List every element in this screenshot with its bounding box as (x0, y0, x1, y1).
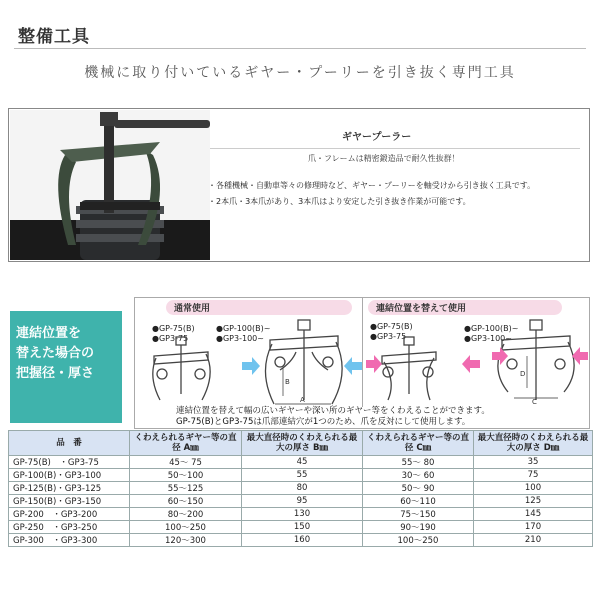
dimension-c-label: C (532, 398, 537, 406)
feature-list (208, 178, 535, 210)
header-thickness-b: 最大直径時のくわえられる最大の厚さ B㎜ (242, 431, 363, 456)
value-cell: 160 (242, 534, 363, 547)
value-cell: 130 (242, 508, 363, 521)
value-cell: 120～300 (130, 534, 242, 547)
value-cell: 100 (474, 482, 593, 495)
table-row (9, 521, 593, 534)
usage-note: 連結位置を替えて幅の広いギヤーや深い所のギヤー等をくわえることができます。 GP-75(B)とGP3-75は爪部連結穴が1つのため、爪を反対にして使用します。 (176, 406, 490, 427)
title-divider (14, 48, 586, 49)
table-header-row (9, 431, 593, 456)
model-cell: GP-250 ・GP3-250 (9, 521, 130, 534)
value-cell: 50～100 (130, 469, 242, 482)
alt-models-small: ●GP-75(B) ●GP3-75 (370, 322, 413, 341)
value-cell: 150 (242, 521, 363, 534)
value-cell: 210 (474, 534, 593, 547)
value-cell: 80 (242, 482, 363, 495)
table-row (9, 495, 593, 508)
value-cell: 50～ 90 (363, 482, 474, 495)
table-row (9, 534, 593, 547)
model-cell: GP-100(B)・GP3-100 (9, 469, 130, 482)
value-cell: 55～125 (130, 482, 242, 495)
arrow-left-icon (344, 357, 362, 375)
alt-use-label: 連結位置を替えて使用 (368, 300, 562, 315)
arrow-right-icon (366, 355, 382, 373)
gear-puller-photo (10, 110, 210, 260)
dimension-b-label: B (285, 378, 290, 386)
normal-use-label: 通常使用 (166, 300, 352, 315)
value-cell: 55～ 80 (363, 456, 474, 469)
normal-models-small: ●GP-75(B) ●GP3-75 (152, 324, 195, 343)
value-cell: 45～ 75 (130, 456, 242, 469)
alt-use-diagram (364, 312, 590, 407)
value-cell: 100～250 (363, 534, 474, 547)
model-cell: GP-300 ・GP3-300 (9, 534, 130, 547)
value-cell: 75 (474, 469, 593, 482)
arrow-right-icon (242, 357, 260, 375)
value-cell: 60～150 (130, 495, 242, 508)
model-cell: GP-200 ・GP3-200 (9, 508, 130, 521)
value-cell: 60～110 (363, 495, 474, 508)
value-cell: 30～ 60 (363, 469, 474, 482)
normal-use-diagram (140, 312, 362, 407)
value-cell: 90～190 (363, 521, 474, 534)
arrow-left-icon (462, 355, 480, 373)
dimension-d-label: D (520, 370, 526, 378)
header-diameter-c: くわえられるギヤー等の直径 C㎜ (363, 431, 474, 456)
page-subtitle: 機械に取り付いているギヤー・プーリーを引き抜く専門工具 (84, 65, 516, 81)
model-cell: GP-150(B)・GP3-150 (9, 495, 130, 508)
model-cell: GP-125(B)・GP3-125 (9, 482, 130, 495)
feature-item: ・ 各種機械・自動車等々の修理時など、ギヤー・プーリーを軸受けから引き抜く工具です。 (208, 178, 535, 194)
page-title: 整備工具 (18, 27, 90, 47)
value-cell: 45 (242, 456, 363, 469)
value-cell: 100～250 (130, 521, 242, 534)
value-cell: 55 (242, 469, 363, 482)
header-diameter-a: くわえられるギヤー等の直径 A㎜ (130, 431, 242, 456)
usage-divider (362, 297, 363, 407)
feature-item: ・ 2本爪・3本爪があり、3本爪はより安定した引き抜き作業が可能です。 (208, 194, 535, 210)
table-row (9, 508, 593, 521)
header-thickness-d: 最大直径時のくわえられる最大の厚さ D㎜ (474, 431, 593, 456)
value-cell: 75～150 (363, 508, 474, 521)
alt-models-large: ●GP-100(B)~ ●GP3-100~ (464, 324, 519, 343)
value-cell: 170 (474, 521, 593, 534)
value-cell: 35 (474, 456, 593, 469)
value-cell: 95 (242, 495, 363, 508)
product-divider (210, 148, 580, 149)
table-row (9, 456, 593, 469)
product-name: ギヤープーラー (342, 132, 412, 143)
header-model: 品 番 (9, 431, 130, 456)
dimension-a-label: A (300, 396, 305, 404)
value-cell: 145 (474, 508, 593, 521)
model-cell: GP-75(B) ・GP3-75 (9, 456, 130, 469)
value-cell: 80～200 (130, 508, 242, 521)
normal-models-large: ●GP-100(B)~ ●GP3-100~ (216, 324, 271, 343)
spec-table (8, 430, 593, 547)
value-cell: 125 (474, 495, 593, 508)
table-row (9, 482, 593, 495)
product-tagline: 爪・フレームは精密鍛造品で耐久性抜群！ (308, 154, 460, 163)
table-row (9, 469, 593, 482)
badge-text: 連結位置を 替えた場合の 把握径・厚さ (16, 326, 95, 381)
